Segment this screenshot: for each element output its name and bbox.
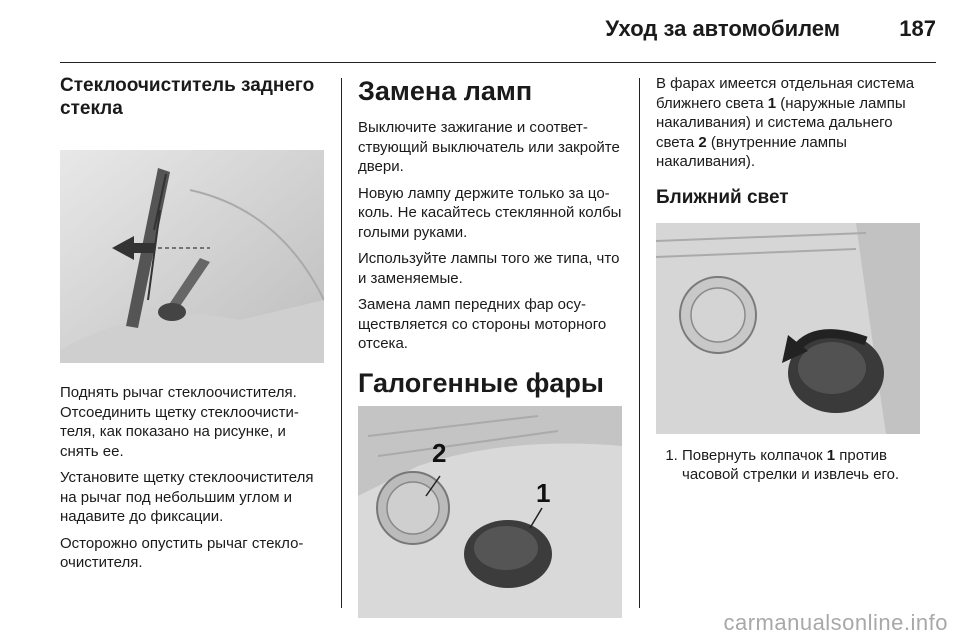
rear-wiper-illustration: [60, 150, 324, 363]
callout-ref: 1: [767, 94, 777, 112]
header-title: Уход за автомобилем: [605, 16, 840, 41]
paragraph: Установите щетку стеклоочистителя на рычаг под небольшим углом и надавите до фиксации.: [60, 469, 314, 525]
subsection-title-halogen: Галогенные фары: [358, 367, 604, 398]
paragraph: Замена ламп передних фар осуществляется со стороны моторного отсека.: [358, 296, 607, 352]
section-heading-rear-wiper: Стеклоочиститель заднего стекла: [60, 75, 315, 119]
callout-ref: 2: [698, 133, 707, 151]
paragraph: Осторожно опустить рычаг стеклоочистителя.: [60, 534, 304, 571]
paragraph: Выключите зажигание и соответствующий выключатель или закройте двери.: [358, 119, 620, 175]
step-item: 1. Повернуть колпачок 1 против часовой стрелки и извлечь его.: [682, 446, 920, 485]
page-number: 187: [899, 16, 936, 41]
callout-label: 2: [432, 437, 447, 468]
watermark: carmanualsonline.info: [723, 610, 948, 635]
column-rear-wiper: [60, 74, 324, 580]
column-bulb-replacement: [358, 74, 622, 618]
halogen-headlight-illustration: [358, 406, 622, 618]
low-beam-cap-illustration: [656, 223, 920, 434]
callout-ref: 1: [826, 446, 836, 464]
column-low-beam: [656, 74, 920, 485]
paragraph-intro: В фарах имеется отдельная система ближнего света 1 (наружные лампы накаливания) и система дальнего света 2 (внутренние лампы накаливания).: [656, 75, 915, 170]
paragraph: Новую лампу держите только за цоколь. Не касайтесь стеклянной колбы голыми руками.: [358, 184, 622, 241]
callout-label: 1: [536, 477, 551, 508]
paragraph: Используйте лампы того же типа, что и заменяемые.: [358, 250, 620, 287]
chapter-title: Замена ламп: [358, 76, 533, 106]
column-divider: [341, 78, 342, 608]
page-header: [60, 0, 936, 63]
column-divider: [639, 78, 640, 608]
instruction-steps: [656, 446, 920, 485]
subsection-title-low-beam: Ближний свет: [656, 186, 789, 208]
paragraph: Поднять рычаг стеклоочистителя. Отсоединить щетку стеклоочистителя, как показано на рисунке, и снять ее.: [60, 384, 299, 460]
